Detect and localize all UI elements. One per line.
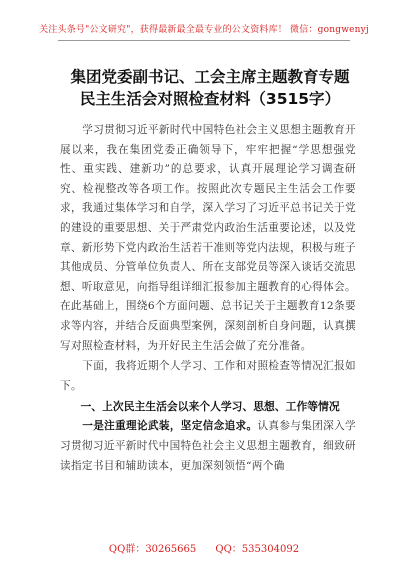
header-divider bbox=[58, 40, 350, 41]
footer-qq: QQ：535304092 bbox=[215, 544, 300, 555]
document-title bbox=[60, 66, 360, 110]
paragraph-intro: 学习贯彻习近平新时代中国特色社会主义思想主题教育开展以来，我在集团党委正确领导下，牢牢把握“学思想强党性、重实践、建新功”的总要求，认真开展理论学习调查研究、检视整改等各项工作。按照此次专题民主生活会工作要求，我通过集体学习和自学，深入学习了习近平总书记关于党的建设的重要思想、关于严肃党内政治生活重要论述，以及党章、新形势下党内政治生活若干准则等党内法规，积极与班子其他成员、分管单位负责人、所在支部党员等深入谈话交流思想、听取意见，向指导组详细汇报参加主题教育的心得体会。在此基础上，围绕6个方面问题、总书记关于主题教育12条要求等内容，并结合反面典型案例，深刻剖析自身问题，认真撰写对照检查材料，为开好民主生活会做了充分准备。 bbox=[60, 124, 356, 352]
point-1-text: 认真参与集团深入学习贯彻习近平新时代中国特色社会主义思想主题教育，细致研读指定书目和辅助读本，更加深刻领悟“两个确 bbox=[60, 420, 356, 472]
header-promo-note: 关注头条号"公文研究"，获得最新最全最专业的公文资料库！ 微信：gongwenyj bbox=[39, 25, 369, 35]
point-1-lead: 一是注重理论武装，坚定信念追求。 bbox=[82, 420, 258, 433]
title-line-1: 集团党委副书记、工会主席主题教育专题 bbox=[70, 68, 350, 86]
document-body bbox=[60, 121, 356, 476]
footer-contact bbox=[0, 540, 408, 555]
title-line-2: 民主生活会对照检查材料（3515字） bbox=[79, 90, 341, 108]
footer-qq-group: QQ群：30265665 bbox=[108, 544, 197, 555]
paragraph-transition: 下面，我将近期个人学习、工作和对照检查等情况汇报如下。 bbox=[60, 360, 356, 392]
paragraph-point-1 bbox=[60, 417, 356, 476]
section-heading-1: 一、上次民主生活会以来个人学习、思想、工作等情况 bbox=[80, 400, 340, 414]
